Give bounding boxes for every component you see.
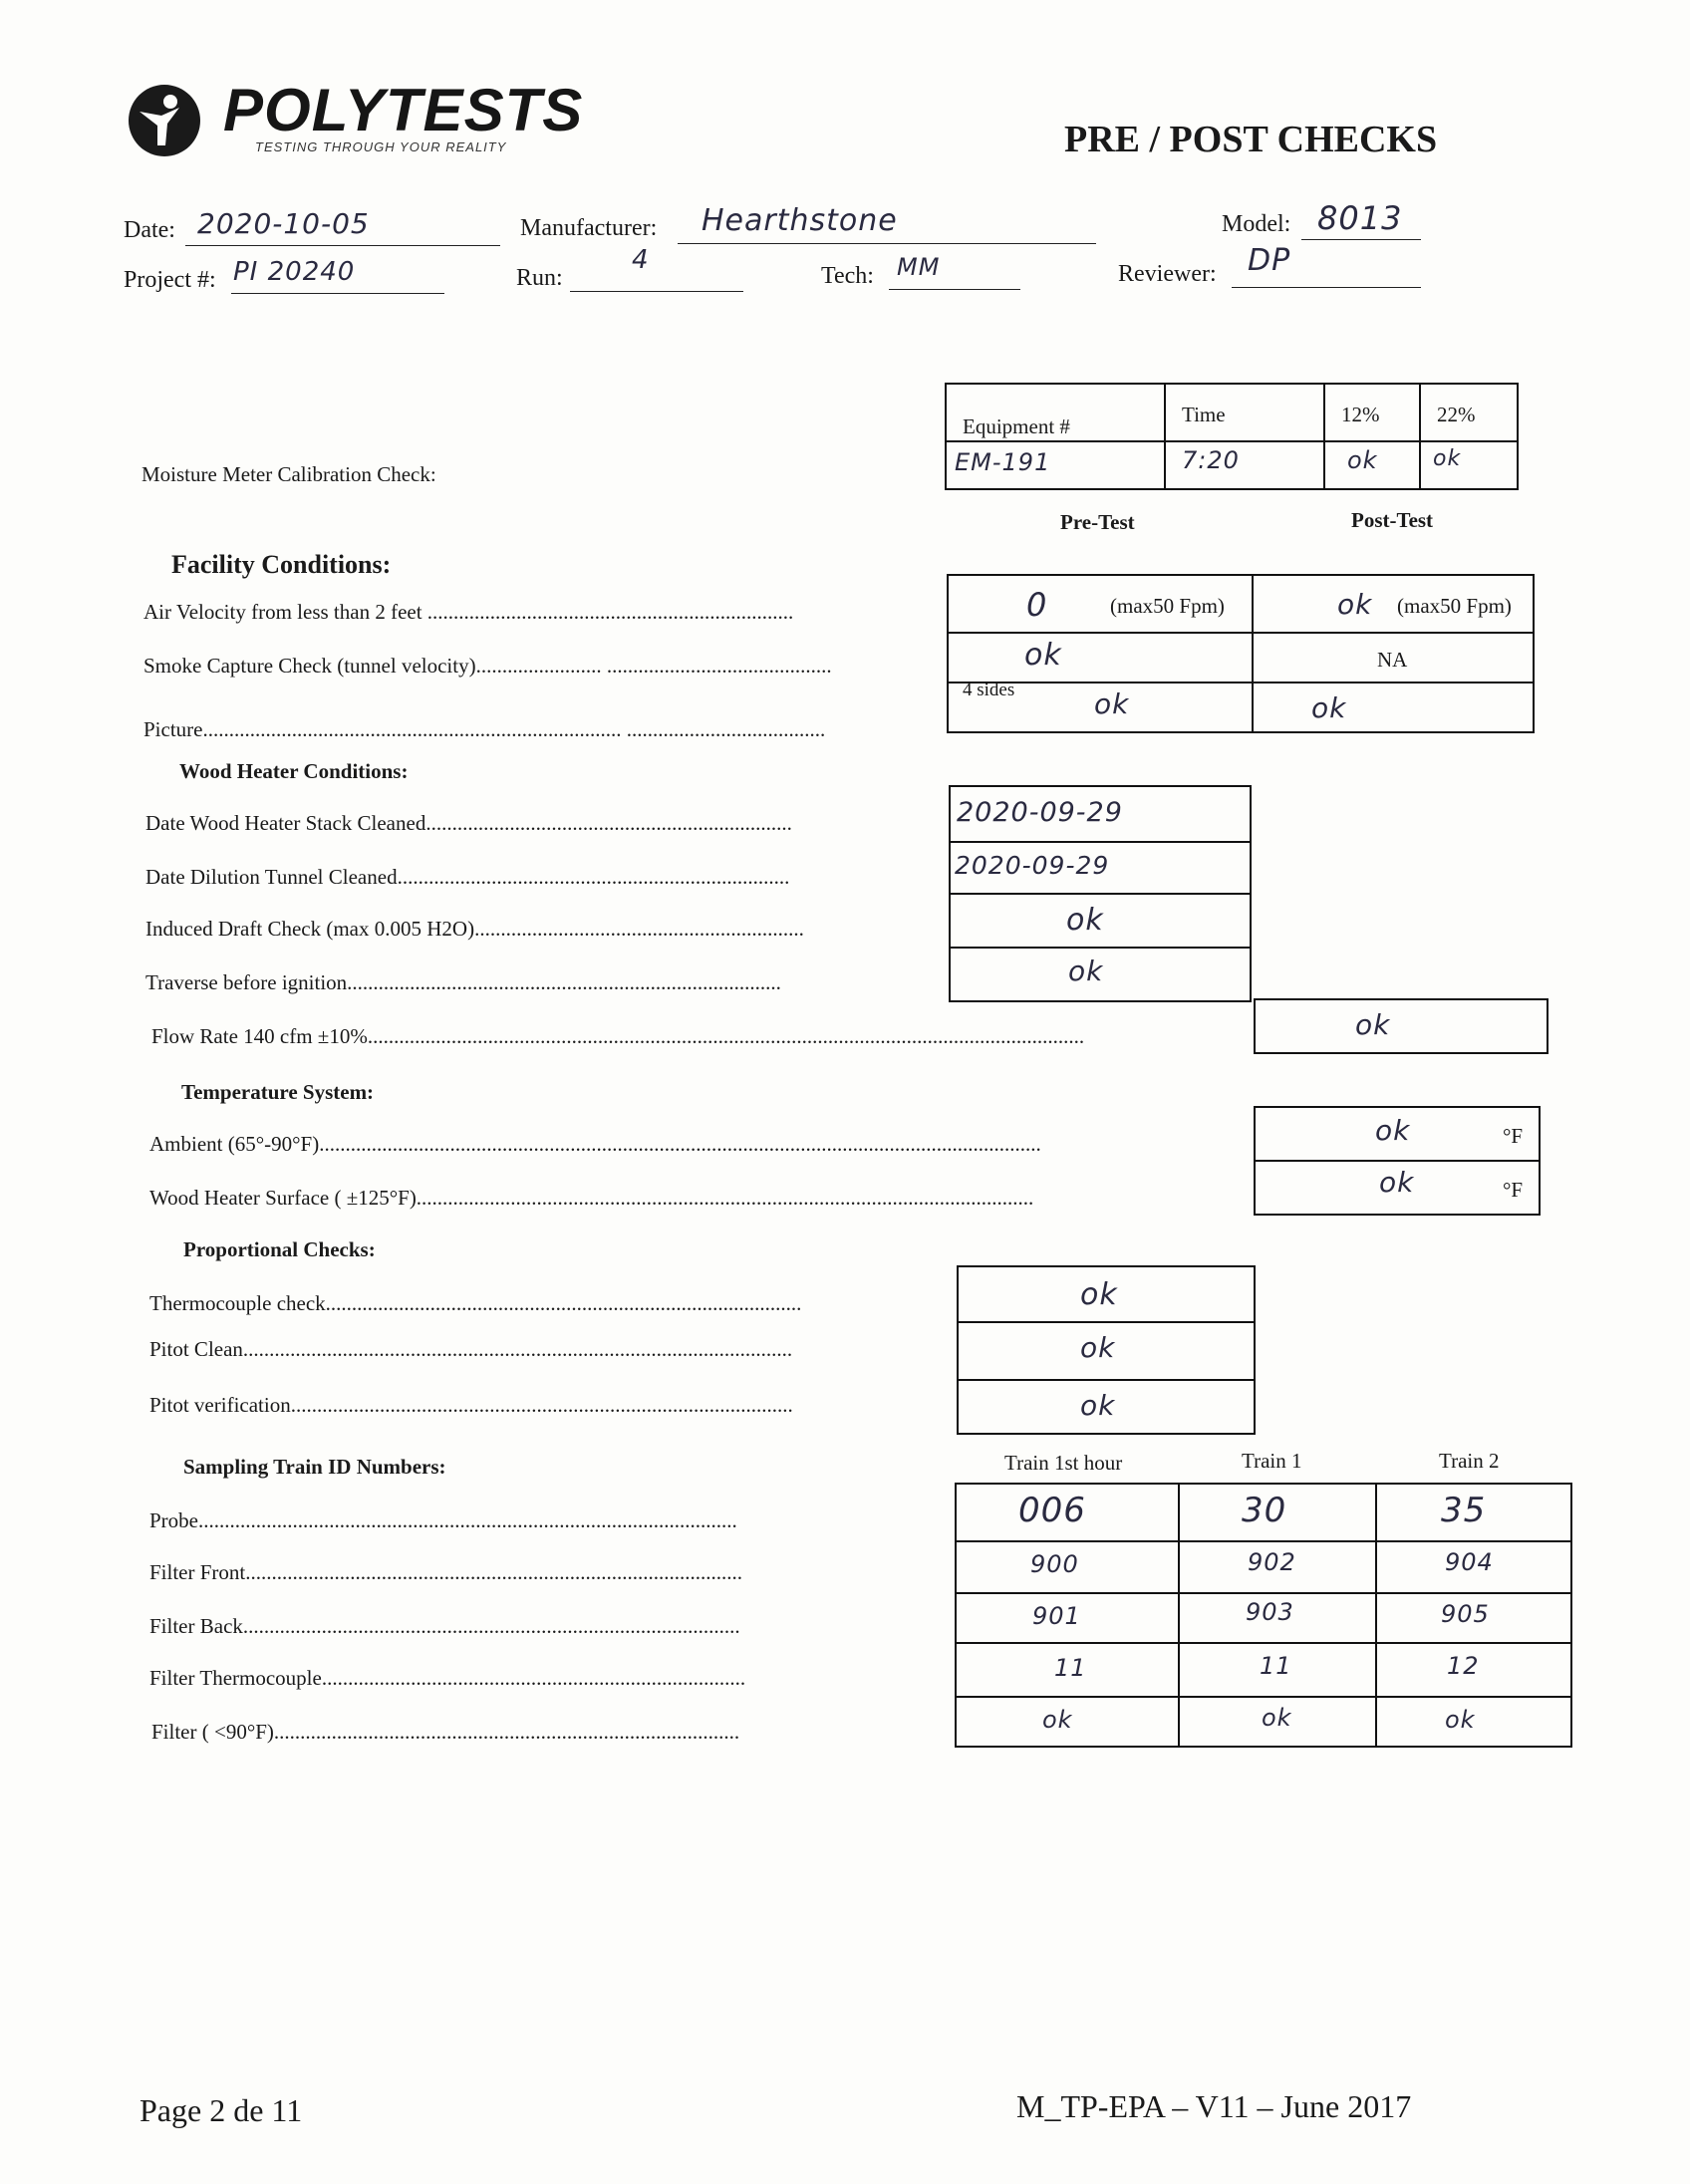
page-number: Page 2 de 11 [140, 2092, 303, 2128]
run-label: Run: [516, 265, 563, 291]
filter-temp-train-1st-hour: ok [1042, 1706, 1073, 1734]
picture-label: Picture................................................................................ ...................................... [143, 717, 826, 741]
reviewer-value: DP [1248, 243, 1291, 278]
filter-front-train-2: 904 [1445, 1548, 1494, 1576]
date-value: 2020-10-05 [197, 207, 370, 240]
traverse-label: Traverse before ignition................................................................................... [145, 970, 781, 994]
smoke-pre-value: ok [1024, 638, 1062, 673]
picture-post-value: ok [1311, 691, 1347, 724]
sampling-header-train-2: Train 2 [1439, 1449, 1500, 1473]
air-post-value: ok [1337, 588, 1373, 621]
project-label: Project #: [124, 267, 216, 293]
filter-back-train-1: 903 [1246, 1598, 1294, 1626]
manufacturer-label: Manufacturer: [520, 215, 658, 241]
ambient-value: ok [1375, 1114, 1411, 1147]
moisture-value-12: ok [1323, 440, 1419, 490]
reviewer-label: Reviewer: [1118, 261, 1217, 287]
air-velocity-label: Air Velocity from less than 2 feet ...................................................................... [143, 600, 794, 624]
sampling-table [955, 1483, 1572, 1748]
filter-thermocouple-train-2: 12 [1447, 1652, 1480, 1680]
wood-heater-table [949, 785, 1252, 1002]
pitot-verification-label: Pitot verification................................................................................................ [149, 1393, 793, 1417]
induced-draft-value: ok [1066, 903, 1104, 938]
moisture-header-equipment: Equipment # [963, 414, 1070, 438]
filter-back-label: Filter Back............................................................................................... [149, 1614, 740, 1638]
filter-back-train-1st-hour: 901 [1032, 1602, 1081, 1630]
moisture-value-22: ok [1419, 440, 1519, 490]
brand-tagline: TESTING THROUGH YOUR REALITY [255, 139, 507, 154]
filter-temp-train-2: ok [1445, 1706, 1476, 1734]
flow-rate-value: ok [1355, 1008, 1391, 1041]
smoke-capture-label: Smoke Capture Check (tunnel velocity)........................ ........................................... [143, 654, 832, 678]
filter-back-train-2: 905 [1441, 1600, 1490, 1628]
temperature-title: Temperature System: [181, 1080, 375, 1104]
probe-label: Probe....................................................................................................... [149, 1508, 737, 1532]
smoke-post-value: NA [1377, 648, 1408, 672]
facility-title: Facility Conditions: [171, 550, 392, 579]
model-value: 8013 [1317, 199, 1403, 237]
page-title: PRE / POST CHECKS [1064, 119, 1438, 160]
thermocouple-check-label: Thermocouple check........................................................................................... [149, 1291, 802, 1315]
picture-pre-value: ok [1094, 687, 1130, 720]
filter-front-train-1st-hour: 900 [1030, 1550, 1079, 1578]
post-test-heading: Post-Test [1351, 508, 1434, 532]
probe-train-1st-hour: 006 [1018, 1491, 1086, 1530]
thermocouple-check-value: ok [1080, 1277, 1118, 1312]
flow-rate-label: Flow Rate 140 cfm ±10%......................................................................................................................................... [151, 1024, 1085, 1048]
wood-heater-title: Wood Heater Conditions: [179, 759, 409, 783]
moisture-header-time: Time [1164, 385, 1323, 440]
surface-unit: °F [1503, 1178, 1524, 1202]
filter-thermocouple-train-1st-hour: 11 [1054, 1654, 1087, 1682]
sampling-header-train-1st-hour: Train 1st hour [1004, 1451, 1123, 1475]
brand-name: POLYTESTS [223, 77, 584, 143]
air-pre-value: 0 [1026, 586, 1048, 624]
probe-train-1: 30 [1242, 1491, 1287, 1530]
moisture-header-12: 12% [1323, 385, 1419, 440]
induced-draft-label: Induced Draft Check (max 0.005 H2O)............................................................... [145, 917, 804, 941]
air-post-note: (max50 Fpm) [1397, 594, 1512, 618]
surface-value: ok [1379, 1166, 1415, 1199]
manufacturer-value: Hearthstone [702, 203, 898, 238]
four-sides-note: 4 sides [963, 680, 1015, 700]
moisture-label: Moisture Meter Calibration Check: [141, 462, 436, 486]
project-field [231, 255, 444, 294]
manufacturer-field [678, 203, 1096, 244]
run-value: 4 [632, 245, 650, 275]
temperature-table [1254, 1106, 1541, 1216]
sampling-header-train-1: Train 1 [1242, 1449, 1302, 1473]
pitot-verification-value: ok [1080, 1389, 1116, 1422]
pitot-clean-label: Pitot Clean......................................................................................................... [149, 1337, 793, 1361]
facility-table [947, 574, 1535, 733]
stack-cleaned-value: 2020-09-29 [957, 797, 1123, 828]
probe-train-2: 35 [1441, 1491, 1487, 1530]
document-version: M_TP-EPA – V11 – June 2017 [1016, 2088, 1412, 2124]
surface-label: Wood Heater Surface ( ±125°F)...................................................................................................................... [149, 1186, 1034, 1210]
reviewer-field [1232, 243, 1421, 288]
tunnel-cleaned-value: 2020-09-29 [955, 851, 1110, 880]
pitot-clean-value: ok [1080, 1331, 1116, 1364]
filter-thermocouple-train-1: 11 [1260, 1652, 1292, 1680]
moisture-table [945, 383, 1519, 490]
date-field [185, 205, 500, 246]
tech-field [889, 251, 1020, 290]
proportional-table [957, 1265, 1256, 1435]
model-label: Model: [1222, 211, 1291, 237]
filter-temp-train-1: ok [1262, 1704, 1292, 1732]
proportional-title: Proportional Checks: [183, 1237, 376, 1261]
sampling-title: Sampling Train ID Numbers: [183, 1455, 446, 1479]
filter-temp-label: Filter ( <90°F)......................................................................................... [151, 1720, 740, 1744]
polytests-logo [126, 77, 584, 161]
stack-cleaned-label: Date Wood Heater Stack Cleaned...................................................................... [145, 811, 792, 835]
air-pre-note: (max50 Fpm) [1110, 594, 1225, 618]
tech-value: MM [897, 253, 941, 281]
filter-thermocouple-label: Filter Thermocouple................................................................................. [149, 1666, 746, 1690]
pre-test-heading: Pre-Test [1060, 510, 1135, 534]
filter-front-label: Filter Front............................................................................................... [149, 1560, 743, 1584]
ambient-label: Ambient (65°-90°F).......................................................................................................................................... [149, 1132, 1041, 1156]
traverse-value: ok [1068, 955, 1104, 987]
date-label: Date: [124, 217, 175, 243]
logo-mark-icon [126, 82, 203, 159]
moisture-header-22: 22% [1419, 385, 1519, 440]
moisture-value-equipment: EM-191 [955, 448, 1051, 476]
moisture-value-time: 7:20 [1164, 440, 1323, 490]
tunnel-cleaned-label: Date Dilution Tunnel Cleaned........................................................................... [145, 865, 790, 889]
project-value: PI 20240 [233, 257, 356, 287]
filter-front-train-1: 902 [1248, 1548, 1296, 1576]
tech-label: Tech: [821, 263, 874, 289]
ambient-unit: °F [1503, 1124, 1524, 1148]
model-field [1301, 199, 1421, 240]
run-field [570, 245, 743, 292]
flow-rate-box [1254, 998, 1549, 1054]
